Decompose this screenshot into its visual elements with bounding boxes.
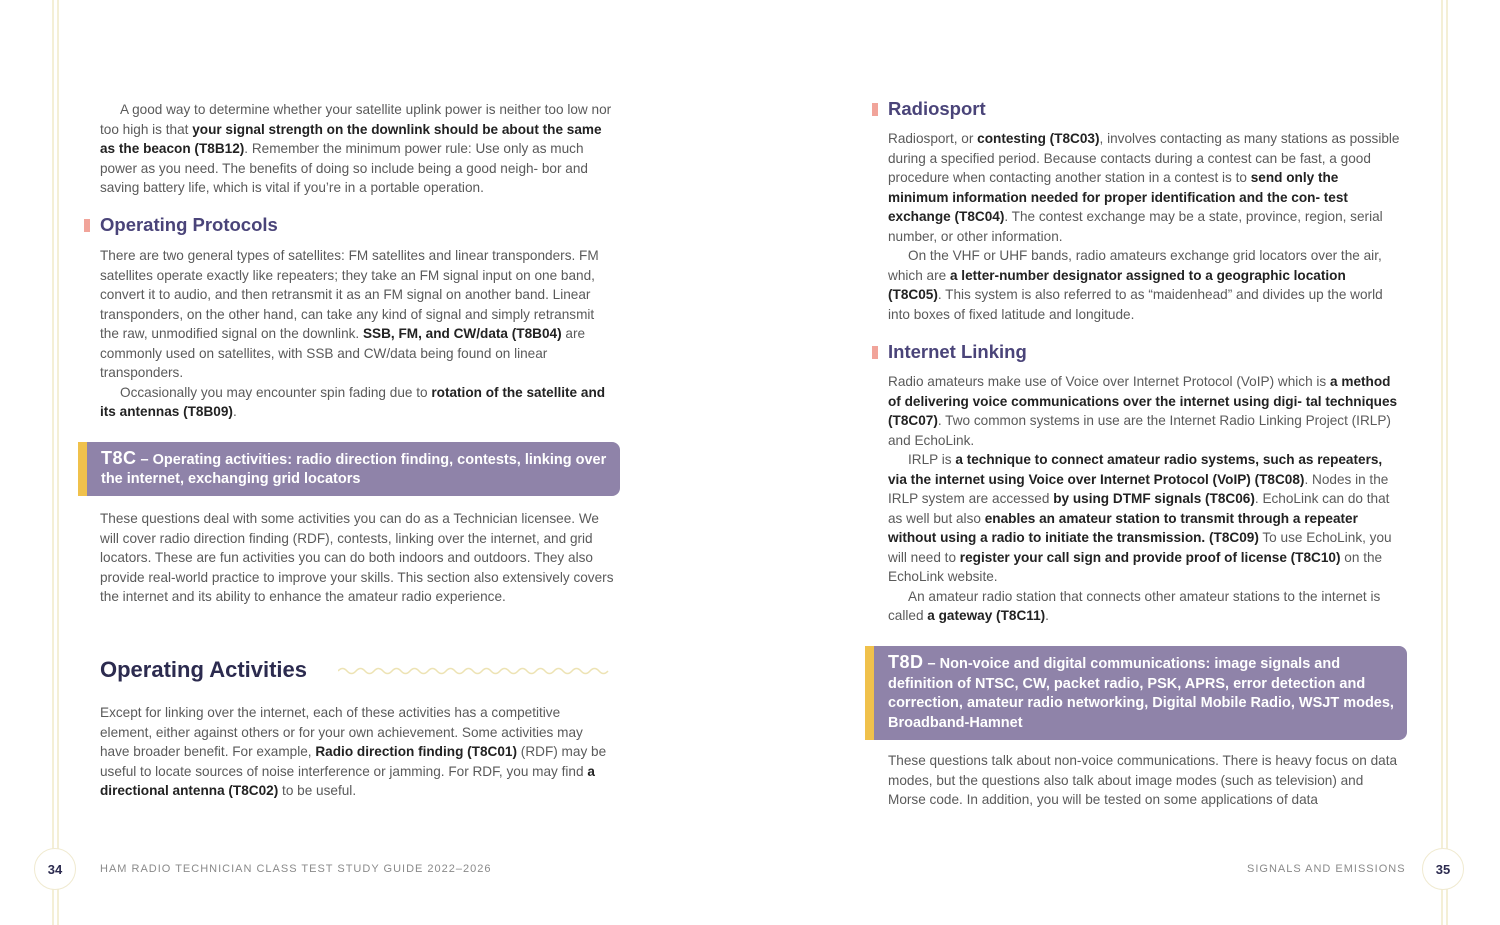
chapter-heading-operating-activities: Operating Activities xyxy=(100,657,308,682)
heading-marker xyxy=(84,219,90,232)
internet-paragraph-2: IRLP is a technique to connect amateur radio systems, such as repeaters, via the internet using Voice over Internet Protocol (VoIP) (T8C08). Nodes in the IRLP system are accessed by using DTMF signals (T8C06). EchoLink can do that as well but also enables an amateur station to transmit through a repeater without using a radio to initiate the transmission. (T8C09) To use EchoLink, you will need to register your call sign and provide proof of license (T8C10) on the EchoLink website. xyxy=(888,452,1392,584)
topic-code: T8D xyxy=(888,652,924,672)
radiosport-paragraph-2: On the VHF or UHF bands, radio amateurs exchange grid locators over the air, which are a letter-number designator assigned to a geographic location (T8C05). This system is also referred to as “maidenhead” and divides up the world into boxes of fixed latitude and longitude. xyxy=(888,248,1383,322)
topic-banner-t8c xyxy=(78,442,620,496)
page-number-left: 34 xyxy=(34,848,76,890)
section-heading-radiosport: Radiosport xyxy=(872,98,986,120)
section-heading-internet-linking: Internet Linking xyxy=(872,341,1027,363)
t8c-intro-paragraph: These questions deal with some activities you can do as a Technician licensee. We will cover radio direction finding (RDF), contests, linking over the internet, and grid locators. These are fun activities you can do both indoors and outdoors. They also provide real-world practice to improve your skills. This section also extensively covers the internet and its ability to enhance the amateur radio experience. xyxy=(100,511,614,604)
running-title-right: SIGNALS AND EMISSIONS xyxy=(1247,863,1406,875)
page-number-right: 35 xyxy=(1422,848,1464,890)
intro-paragraph: A good way to determine whether your satellite uplink power is neither too low nor too high is that your signal strength on the downlink should be about the same as the beacon (T8B12). Remember the minimum power rule: Use only as much power as you need. The benefits of doing so include being a good neigh- bor and saving battery life, which is vital if you’re in a portable operation. xyxy=(100,102,612,195)
radiosport-paragraph-1: Radiosport, or contesting (T8C03), involves contacting as many stations as possible during a specified period. Because contacts during a contest can be fast, a good procedure when contacting another station in a contest is to send only the minimum information needed for proper identification and the con- test exchange (T8C04). The contest exchange may be a state, province, region, serial number, or other information. xyxy=(888,131,1400,244)
topic-code: T8C xyxy=(101,448,137,468)
radiosport-body xyxy=(888,129,1400,324)
internet-linking-body xyxy=(888,372,1400,626)
margin-rule-left-inner xyxy=(57,0,59,925)
wave-divider xyxy=(338,664,614,678)
activities-paragraph: Except for linking over the internet, each of these activities has a competitive element, either against others or for your own achievement. Some activities may have broader benefit. For example, Radio direction finding (T8C01) (RDF) may be useful to locate sources of noise interference or jamming. For RDF, you may find a directional antenna (T8C02) to be useful. xyxy=(100,705,607,798)
heading-marker xyxy=(872,103,878,116)
topic-title: – Non-voice and digital communications: image signals and definition of NTSC, CW, packet radio, PSK, APRS, error detection and correction, amateur radio networking, Digital Mobile Radio, WSJT modes, Broadband-Hamnet xyxy=(888,656,1394,731)
internet-paragraph-1: Radio amateurs make use of Voice over Internet Protocol (VoIP) which is a method of delivering voice communications over the internet using digi- tal techniques (T8C07). Two common systems in use are the Internet Radio Linking Project (IRLP) and EchoLink. xyxy=(888,374,1398,448)
topic-title: – Operating activities: radio direction finding, contests, linking over the internet, exchanging grid locators xyxy=(101,452,607,487)
operating-protocols-body xyxy=(100,246,615,422)
margin-rule-right-inner xyxy=(1441,0,1443,925)
margin-rule-left-outer xyxy=(52,0,54,925)
banner-stripe xyxy=(865,646,874,740)
internet-paragraph-3: An amateur radio station that connects other amateur stations to the internet is called a gateway (T8C11). xyxy=(888,588,1381,623)
running-title-left: HAM RADIO TECHNICIAN CLASS TEST STUDY GUIDE 2022–2026 xyxy=(100,863,492,875)
topic-banner-t8d xyxy=(865,646,1407,740)
t8d-intro-paragraph: These questions talk about non-voice communications. There is heavy focus on data modes, but the questions also talk about image modes (such as television) and Morse code. In addition, you will be tested on some applications of data xyxy=(888,753,1398,807)
protocols-paragraph-2: Occasionally you may encounter spin fading due to rotation of the satellite and its antennas (T8B09). xyxy=(100,384,606,419)
margin-rule-right-outer xyxy=(1446,0,1448,925)
protocols-paragraph-1: There are two general types of satellites: FM satellites and linear transponders. FM satellites operate exactly like repeaters; they take an FM signal input on one band, convert it to audio, and then retransmit it as an FM signal on another band. Linear transponders, on the other hand, can take any kind of signal and simply retransmit the raw, unmodified signal on the downlink. SSB, FM, and CW/data (T8B04) are commonly used on satellites, with SSB and CW/data being found on linear transponders. xyxy=(100,248,599,380)
banner-stripe xyxy=(78,442,87,496)
heading-marker xyxy=(872,346,878,359)
section-heading-operating-protocols: Operating Protocols xyxy=(84,214,278,236)
